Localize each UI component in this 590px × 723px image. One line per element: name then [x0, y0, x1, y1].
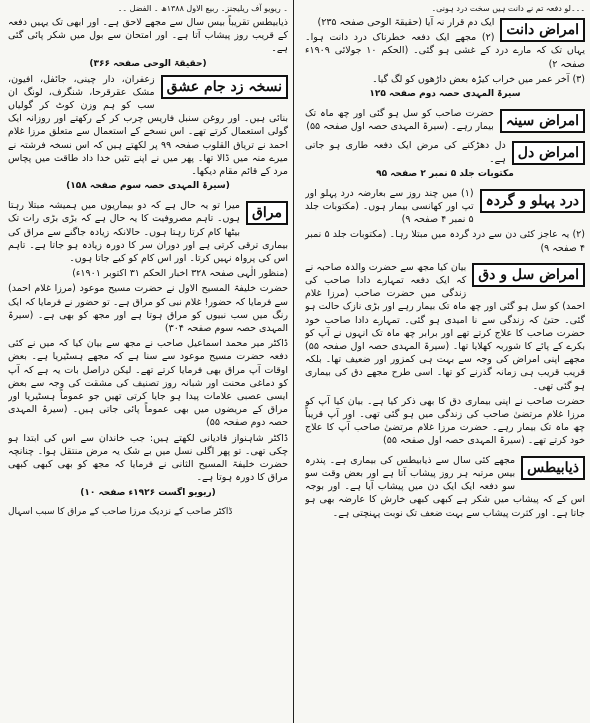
section-heading: درد پہلو و گردہ: [480, 189, 585, 213]
section-paragraph: حضرت صاحب نے اپنی بیماری دق کا بھی ذکر کیا ہے۔ بیان کیا آپ کو مرزا غلام مرتضیٰ صاحب کی زندگی میں ہو گئی تھی۔ اور آپ قریباً چھ ماہ تک بیمار رہے۔ حضرت مرزا غلام مرتضیٰ صاحب آپ کا علاج خود کرتے تھے۔ (سیرۃ المہدی حصہ اول صفحہ ۵۵): [305, 395, 585, 447]
section-paragraph: حضرت خلیفۃ المسیح الاول نے حضرت مسیح موعود (مرزا غلام احمد) سے فرمایا کہ حضور! غلام نبی کو مراق ہے۔ تو حضور نے فرمایا کہ ایک رنگ میں سب نبیوں کو مراق ہوتا ہے اور مجھ کو بھی ہے۔ (سیرۃ المہدی حصہ سوم صفحہ ۳۰۴): [8, 283, 288, 335]
section-paragraph: ایک دم قرار نہ آیا (حقیقۃ الوحی صفحہ ۲۳۵): [317, 17, 495, 28]
section-paragraph: (۱) میں چند روز سے بعارضہ درد پہلو اور تپ اور کھانسی بیمار ہوں۔ (مکتوبات جلد ۵ نمبر ۴ صفحہ ۹): [305, 187, 474, 226]
section-2: [305, 107, 585, 135]
section-reference: سیرۃ المہدی حصہ دوم صفحہ ۱۲۵: [369, 89, 521, 100]
left-column-footer: ڈاکٹر صاحب کے نزدیک مرزا صاحب کے مراق کا سبب اسہال: [8, 506, 233, 517]
section-heading: ذیابیطس: [521, 456, 585, 480]
left-intro-paragraph: ذیابیطس تقریباً بیس سال سے مجھے لاحق ہے۔ اور ابھی تک یہیں دفعہ کے قریب روز پیشاب آتا ہے۔ اور امتحان سے بول میں شکر پائی گئی ہے۔: [8, 17, 288, 55]
section-heading: امراض دانت: [500, 18, 585, 42]
section-reference: (ریویو اگست ۱۹۲۶ء صفحہ ۱۰): [80, 487, 216, 498]
section-2: [8, 199, 288, 501]
right-column: [305, 4, 585, 719]
section-paragraph: زعفران، دار چینی، جائفل، افیون، مشک عقرقرحا، شنگرف، لونگ ان سب کو ہم وزن کوٹ کر گولیاں بنائی ہیں۔ اور روغن سنبل فاریس چرب کر کے رکھتے اور روزانہ ایک گولی استعمال کرتے تھے۔ اس نسخے کے استعمال سے متعلق مرزا غلام احمد نے تریاق القلوب صفحہ ۹۹ پر لکھتے ہیں کہ اس نسخہ فرشتہ نے میرے منہ میں ڈالا تھا۔ پھر میں نے اپنے تئیں خدا داد طاقت میں پچاس مرد کے قائم مقام دیکھا۔: [8, 73, 288, 178]
section-paragraph: مجھے کئی سال سے ذیابیطس کی بیماری ہے۔ پندرہ بیس مرتبہ ہر روز پیشاب آتا ہے اور بعض وقت سو سو دفعہ ایک ایک دن میں پیشاب آیا ہے۔ اور بوجہ اس کے کہ پیشاب میں شکر ہے کبھی کبھی خارش کا عارضہ بھی ہو جاتا ہے۔ اور کثرت پیشاب سے بہت ضعف تک نوبت پہنچتی ہے۔: [305, 454, 585, 519]
section-5: [305, 261, 585, 450]
section-paragraph: ڈاکٹر شاہنواز قادیانی لکھتے ہیں: جب خاندان سے اس کی ابتدا ہو چکی تھی۔ تو پھر اگلی نسل میں بے شک یہ مرض منتقل ہوا۔ چنانچہ حضرت خلیفۃ المسیح الثانی نے فرمایا کہ مجھ کو بھی کبھی کبھی مراق کا دورہ ہوتا ہے۔: [8, 432, 288, 484]
section-paragraph: (منظور الٰہی صفحہ ۳۲۸ اخبار الحکم ۳۱ اکتوبر ۱۹۰۱ء): [72, 268, 288, 280]
section-reference: (سیرۃ المہدی حصہ سوم صفحہ ۱۵۸): [66, 181, 230, 192]
section-paragraph: بیان کیا مجھ سے حضرت والدہ صاحبہ نے کہ ایک دفعہ تمہارے دادا صاحب کی زندگی میں حضرت صاحب (مرزا غلام احمد) کو سل ہو گئی اور چھ ماہ تک بیمار رہے اور بڑی نازک حالت ہو گئی۔ حتیٰ کہ زندگی سے نا امیدی ہو گئی۔ تمہارے دادا صاحب خود حضرت صاحب کا علاج کرتے تھے اور برابر چھ ماہ تک انہوں نے آپ کو بکرے کے پائے کا شوربہ کھلایا تھا۔ (سیرۃ المہدی حصہ اول صفحہ ۵۵) مجھے اپنی امراض کی وجہ سے بہت ہی کمزور اور ضعیف تھا۔ بلکہ قریب قریب ہی زمانہ گذرنے کو تھا۔ اسی طرح مجھے دق کی بیماری ہو گئی تھی۔: [305, 261, 585, 392]
section-paragraph: (۲) مجھے ایک دفعہ خطرناک درد دانت ہوا۔ یہاں تک کہ مارے درد کے غشی ہو گئی۔ (الحکم ۱۰ جولائی ۱۹۰۹ء صفحہ ۲): [305, 32, 585, 70]
section-heading: امراض سینہ: [500, 109, 585, 133]
section-1: [305, 16, 585, 103]
section-heading: مراق: [246, 201, 288, 225]
section-paragraph: (۲) یہ عاجز کئی دن سے درد گردہ میں مبتلا رہا۔ (مکتوبات جلد ۵ نمبر ۴ صفحہ ۹): [305, 229, 585, 254]
section-1: [8, 73, 288, 196]
section-heading: امراض سل و دق: [472, 263, 585, 287]
section-paragraph: حضرت صاحب کو سل ہو گئی اور چھ ماہ تک بیمار رہے۔ (سیرۃ المہدی حصہ اول صفحہ ۵۵): [305, 108, 494, 133]
section-paragraph: ڈاکٹر میر محمد اسماعیل صاحب نے مجھ سے بیان کیا کہ میں نے کئی دفعہ حضرت مسیح موعود سے سنا ہے کہ مجھے ہسٹیریا ہے۔ بعض اوقات آپ مراق بھی فرمایا کرتے تھے۔ لیکن دراصل بات یہ ہے کہ آپ کو دماغی محنت اور شبانہ روز تصنیف کی مشقت کی وجہ سے بعض ایسی عصبی علامات پیدا ہو جایا کرتی تھیں جو عموماً ہسٹیریا اور مراق کے مریضوں میں بھی عموماً پائی جاتی ہیں۔ (سیرۃ المہدی حصہ دوم صفحہ ۵۵): [8, 338, 288, 429]
section-3: [305, 139, 585, 182]
right-column-header: ۔۔۔لو دفعہ تم نے دانت ہیں سخت درد ہونی۔: [431, 4, 585, 13]
section-paragraph: میرا تو یہ حال ہے کہ دو بیماریوں میں ہمیشہ مبتلا رہتا ہوں۔ تاہم مصروفیت کا یہ حال ہے کہ بڑی بڑی رات تک بیٹھا کام کرتا رہتا ہوں۔ حالانکہ زیادہ جاگنے سے مراق کی بیماری ترقی کرتی ہے اور دوران سر کا دورہ زیادہ ہو جاتا ہے۔ تاہم اس کی پرواہ نہیں کرتا۔ اور اس کام کو کیے جاتا ہوں۔: [8, 200, 288, 265]
section-heading: نسخہ زد جام عشق: [161, 75, 288, 99]
left-column: [8, 4, 288, 719]
section-4: [305, 187, 585, 257]
section-paragraph: (۳) آخر عمر میں خراب کیڑہ بعض داڑھوں کو لگ گیا۔: [372, 73, 585, 85]
section-paragraph: دل دھڑکنے کی مرض ایک دفعہ طاری ہو جاتی ہے۔: [305, 140, 506, 165]
section-heading: امراض دل: [512, 141, 585, 165]
section-6: [305, 454, 585, 522]
left-intro-reference: (حقیقۃ الوحی صفحہ ۳۶۶): [89, 58, 207, 69]
section-reference: مکتوبات جلد ۵ نمبر ۲ صفحہ ۹۵: [376, 168, 514, 179]
left-column-header: ۔ ریویو آف ریلیجنز۔ ربیع الاول ۱۳۸۸ھ ۔ الفضل ۔۔: [117, 4, 288, 13]
column-divider: [293, 0, 294, 723]
